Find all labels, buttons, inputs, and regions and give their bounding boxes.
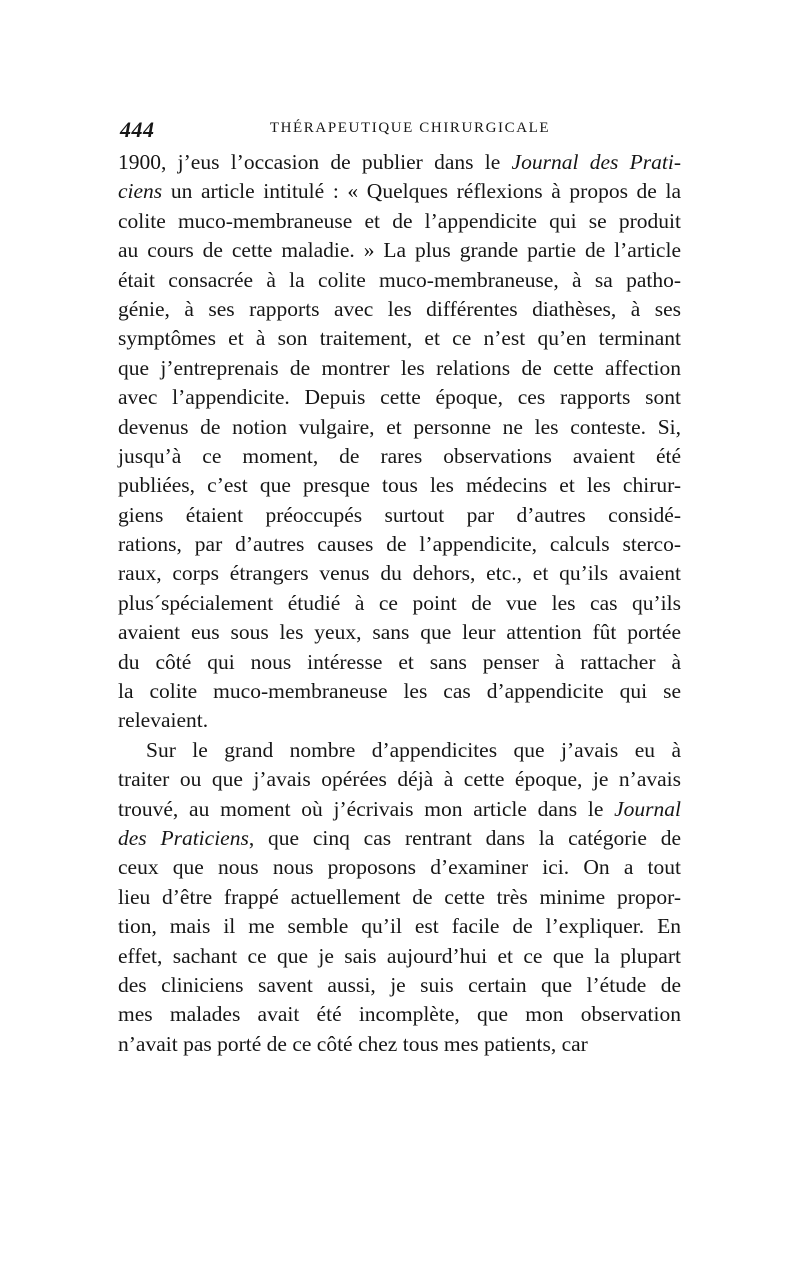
paragraph — [118, 736, 681, 1059]
text-line — [118, 589, 681, 618]
text-run: avec l’appendicite. Depuis cette époque, ces rapports sont — [118, 385, 681, 410]
text-run: un article intitulé : « Quelques réflexions à propos de la — [162, 179, 681, 204]
text-line — [118, 354, 681, 383]
text-line — [118, 383, 681, 412]
text-line — [118, 266, 681, 295]
text-run: , que cinq cas rentrant dans la catégorie de — [248, 825, 681, 850]
text-run: jusqu’à ce moment, de rares observations avaient été — [118, 443, 681, 468]
text-line — [118, 706, 681, 735]
text-run: Sur le grand nombre d’appendicites que j’avais eu à — [146, 737, 681, 762]
text-run: 1900, j’eus l’occasion de publier dans le — [118, 150, 512, 174]
text-line — [118, 971, 681, 1000]
text-line — [118, 413, 681, 442]
text-run: avaient eus sous les yeux, sans que leur attention fût portée — [118, 620, 681, 645]
text-line — [118, 501, 681, 530]
text-run: trouvé, au moment où j’écrivais mon article dans le — [118, 796, 615, 821]
italic-run: Journal des Prati- — [511, 150, 681, 174]
text-run: raux, corps étrangers venus du dehors, etc., et qu’ils avaient — [118, 561, 681, 586]
text-line — [118, 853, 681, 882]
text-run: effet, sachant ce que je sais aujourd’hui et ce que la plupart — [118, 943, 681, 968]
text-line — [118, 177, 681, 206]
text-run: génie, à ses rapports avec les différentes diathèses, à ses — [118, 296, 681, 321]
text-run: relevaient. — [118, 708, 209, 733]
text-run: giens étaient préoccupés surtout par d’autres considé- — [118, 502, 681, 527]
italic-run: ciens — [118, 179, 163, 204]
italic-run: des Praticiens — [118, 825, 249, 850]
text-line — [118, 236, 681, 265]
text-line — [118, 148, 681, 177]
text-line — [118, 1000, 681, 1029]
text-line — [118, 765, 681, 794]
text-run: des cliniciens savent aussi, je suis certain que l’étude de — [118, 972, 681, 997]
text-line — [118, 1030, 681, 1059]
text-line — [118, 471, 681, 500]
text-run: n’avait pas porté de ce côté chez tous mes patients, car — [118, 1031, 588, 1056]
running-head — [120, 117, 680, 141]
text-run: du côté qui nous intéresse et sans penser à rattacher à — [118, 649, 681, 674]
text-line — [118, 648, 681, 677]
text-line — [118, 824, 681, 853]
text-line — [118, 618, 681, 647]
text-line — [118, 883, 681, 912]
text-run: la colite muco-membraneuse les cas d’appendicite qui se — [118, 679, 681, 704]
body-text — [118, 148, 681, 1059]
text-run: devenus de notion vulgaire, et personne ne les conteste. Si, — [118, 414, 681, 439]
text-run: tion, mais il me semble qu’il est facile de l’expliquer. En — [118, 914, 681, 939]
text-run: était consacrée à la colite muco-membraneuse, à sa patho- — [118, 267, 681, 292]
page-number: 444 — [120, 117, 155, 142]
text-run: plus´spécialement étudié à ce point de vue les cas qu’ils — [118, 590, 681, 615]
text-line — [118, 442, 681, 471]
text-run: ceux que nous nous proposons d’examiner ici. On a tout — [118, 855, 681, 880]
text-run: au cours de cette maladie. » La plus grande partie de l’article — [118, 238, 681, 263]
text-line — [118, 677, 681, 706]
text-line — [118, 207, 681, 236]
text-line — [118, 912, 681, 941]
text-run: lieu d’être frappé actuellement de cette très minime propor- — [118, 884, 681, 909]
text-run: mes malades avait été incomplète, que mon observation — [118, 1002, 681, 1027]
text-run: rations, par d’autres causes de l’appendicite, calculs sterco- — [118, 532, 681, 557]
text-run: publiées, c’est que presque tous les médecins et les chirur- — [118, 473, 681, 498]
text-line — [118, 795, 681, 824]
text-run: colite muco-membraneuse et de l’appendicite qui se produit — [118, 208, 681, 233]
text-line — [118, 942, 681, 971]
running-title: THÉRAPEUTIQUE CHIRURGICALE — [269, 120, 551, 136]
text-line — [118, 736, 681, 765]
text-run: symptômes et à son traitement, et ce n’est qu’en terminant — [118, 326, 681, 351]
paragraph — [118, 148, 681, 736]
text-run: traiter ou que j’avais opérées déjà à cette époque, je n’avais — [118, 767, 681, 792]
italic-run: Journal — [614, 796, 681, 821]
text-line — [118, 530, 681, 559]
text-line — [118, 295, 681, 324]
text-run: que j’entreprenais de montrer les relations de cette affection — [118, 355, 681, 380]
text-line — [118, 559, 681, 588]
text-line — [118, 324, 681, 353]
